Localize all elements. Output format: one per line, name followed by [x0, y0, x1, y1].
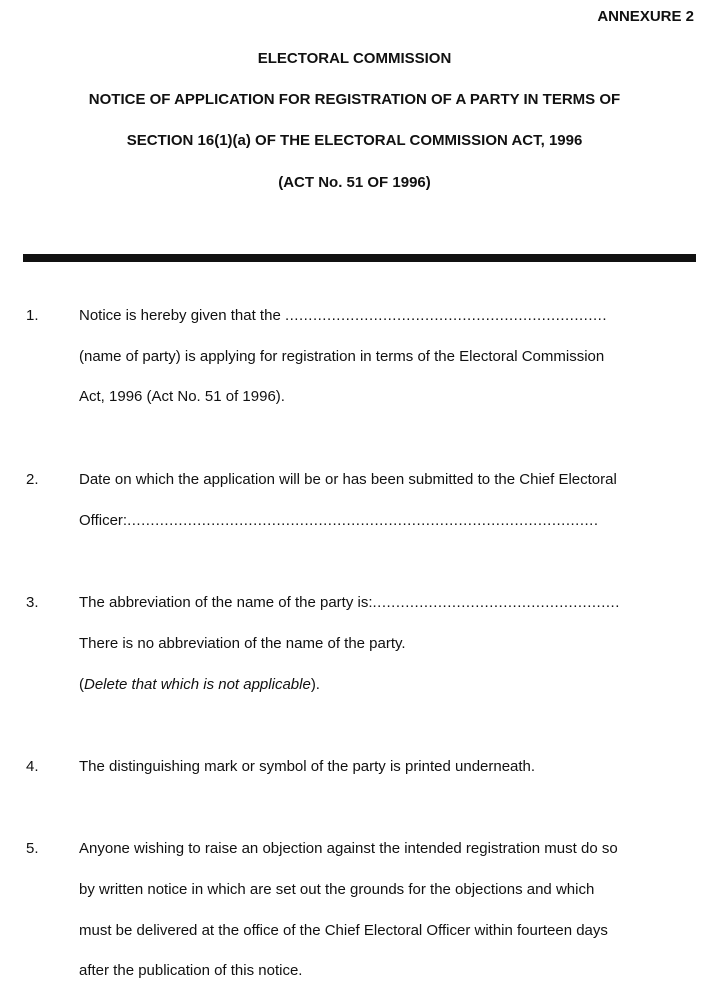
- separator-rule: [23, 254, 696, 262]
- open-paren: (: [79, 676, 84, 693]
- item-5-number: 5.: [26, 840, 39, 857]
- section-title: SECTION 16(1)(a) OF THE ELECTORAL COMMISSION ACT, 1996: [126, 132, 583, 149]
- item-1-number: 1.: [26, 307, 39, 324]
- item-3-line-3: [79, 676, 320, 693]
- commission-title: ELECTORAL COMMISSION: [257, 50, 452, 67]
- item-2-number: 2.: [26, 471, 39, 488]
- item-2-text: Officer:: [79, 512, 128, 529]
- item-2-line-1: Date on which the application will be or has been submitted to the Chief Electoral: [79, 471, 617, 488]
- item-2-line-2: [79, 512, 599, 529]
- notice-title: NOTICE OF APPLICATION FOR REGISTRATION OF A PARTY IN TERMS OF: [88, 91, 621, 108]
- item-4-number: 4.: [26, 758, 39, 775]
- delete-instruction: Delete that which is not applicable: [84, 676, 311, 693]
- item-5-line-4: after the publication of this notice.: [79, 962, 303, 979]
- item-5-line-3: must be delivered at the office of the Chief Electoral Officer within fourteen days: [79, 922, 608, 939]
- item-1-line-3: Act, 1996 (Act No. 51 of 1996).: [79, 388, 285, 405]
- item-4-line-1: The distinguishing mark or symbol of the party is printed underneath.: [79, 758, 536, 775]
- annexure-label: ANNEXURE 2: [597, 8, 694, 25]
- item-1-line-1: [79, 307, 607, 324]
- act-title: (ACT No. 51 OF 1996): [278, 174, 431, 191]
- party-name-blank: .....................................................................: [284, 307, 608, 324]
- date-blank: .....................................................................................................: [127, 512, 599, 529]
- item-3-number: 3.: [26, 594, 39, 611]
- abbreviation-blank: .....................................................: [372, 594, 620, 611]
- item-1-text: Notice is hereby given that the: [79, 307, 285, 324]
- close-paren: ).: [310, 676, 320, 693]
- item-3-line-2: There is no abbreviation of the name of the party.: [79, 635, 406, 652]
- item-5-line-2: by written notice in which are set out the grounds for the objections and which: [79, 881, 595, 898]
- item-5-line-1: Anyone wishing to raise an objection against the intended registration must do so: [79, 840, 618, 857]
- item-3-line-1: [79, 594, 620, 611]
- item-1-line-2: (name of party) is applying for registration in terms of the Electoral Commission: [79, 348, 605, 365]
- item-3-text: The abbreviation of the name of the party is:: [79, 594, 373, 611]
